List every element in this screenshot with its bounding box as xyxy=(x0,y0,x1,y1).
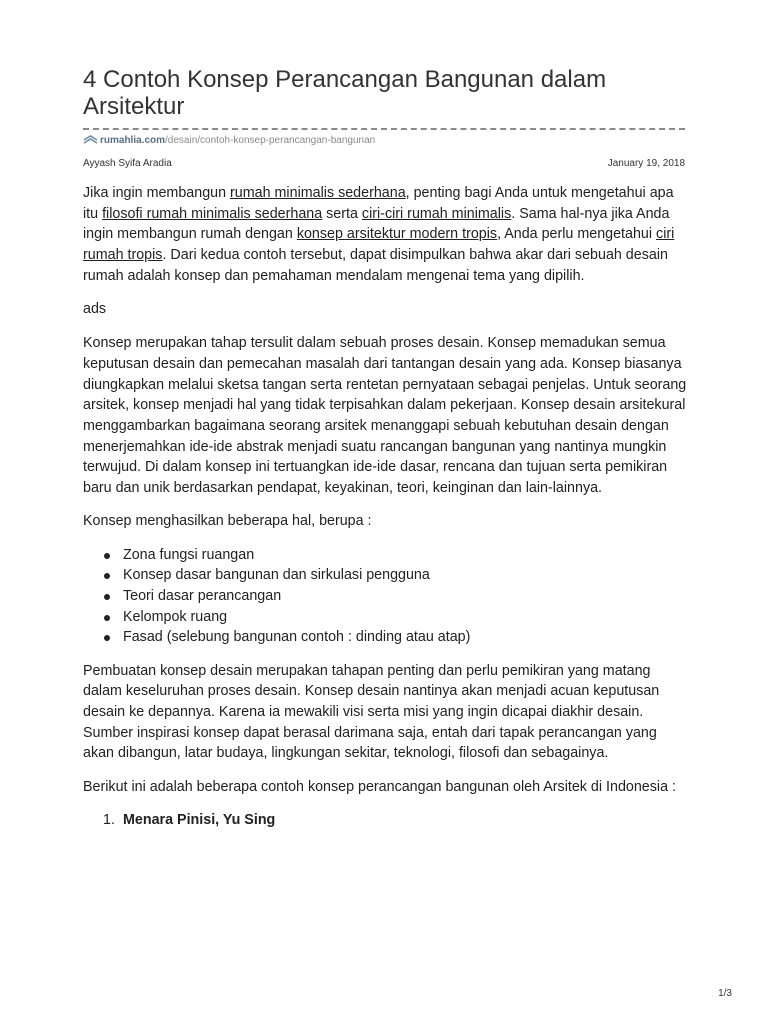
paragraph-intro xyxy=(83,183,689,287)
bullet-icon xyxy=(104,615,110,621)
source-path[interactable]: /desain/contoh-konsep-perancangan-bangunan xyxy=(165,135,376,146)
item-number: 1. xyxy=(103,811,115,828)
article-title: 4 Contoh Konsep Perancangan Bangunan dalam Arsitektur xyxy=(83,66,607,120)
article-body xyxy=(83,183,689,830)
list-item-text: Zona fungsi ruangan xyxy=(123,546,255,563)
page-number: 1/3 xyxy=(718,988,732,999)
bullet-list xyxy=(83,545,689,649)
numbered-item-label: Menara Pinisi, Yu Sing xyxy=(123,811,276,828)
numbered-item xyxy=(83,810,689,831)
title-divider xyxy=(83,128,685,130)
text-span: , Anda perlu mengetahui xyxy=(497,226,657,243)
paragraph-konsep-menghasilkan: Konsep menghasilkan beberapa hal, berupa : xyxy=(83,513,372,530)
numbered-list xyxy=(83,810,689,831)
bullet-icon xyxy=(104,573,110,579)
list-item xyxy=(83,607,689,628)
bullet-icon xyxy=(104,594,110,600)
paragraph-pembuatan-konsep: Pembuatan konsep desain merupakan tahapan penting dan perlu pemikiran yang matang dalam keseluruhan proses desain. Konsep desain nantinya akan menjadi acuan keputusan desain ke depannya. Karena ia mewakili visi serta misi yang ingin dicapai diakhir desain. Sumber inspirasi konsep dapat berasal darimana saja, entah dari tapak perancangan yang akan dibangun, latar budaya, lingkungan sekitar, teknologi, filosofi dan sebagainya. xyxy=(83,662,660,762)
list-item-text: Kelompok ruang xyxy=(123,608,228,625)
publish-date: January 19, 2018 xyxy=(607,158,685,169)
paragraph-konsep: Konsep merupakan tahap tersulit dalam sebuah proses desain. Konsep memadukan semua keputusan desain dan pemecahan masalah dari tantangan desain yang ada. Konsep biasanya diungkapkan melalui sketsa tangan serta rentetan pernyataan sebagai penjelas. Untuk seorang arsitek, konsep menjadi hal yang tidak terpisahkan dalam pekerjaan. Konsep desain arsitekural menggambarkan bagaimana seorang arsitek menanggapi sebuah kebutuhan desain dengan menerjemahkan ide-ide abstrak menjadi suatu rancangan bangunan yang nantinya mungkin terwujud. Di dalam konsep ini tertuangkan ide-ide dasar, rencana dan tujuan serta pemikiran baru dan unik berdasarkan pendapat, keyakinan, teori, keinginan dan lain-lainnya. xyxy=(83,335,687,497)
double-chevron-logo-icon xyxy=(83,134,98,144)
article-meta xyxy=(83,157,685,171)
text-span: , penting bagi Anda untuk mengetahui apa itu xyxy=(83,185,674,222)
bullet-icon xyxy=(104,553,110,559)
text-span: serta xyxy=(322,205,362,222)
link-konsep-arsitektur-modern-tropis[interactable]: konsep arsitektur modern tropis xyxy=(296,226,498,243)
list-item-text: Fasad (selebung bangunan contoh : dinding atau atap) xyxy=(123,629,471,646)
text-span: . Sama hal-nya jika Anda ingin membangun rumah dengan xyxy=(83,205,670,243)
author-name: Ayyash Syifa Aradia xyxy=(83,158,172,169)
bullet-icon xyxy=(104,635,110,641)
link-ciri-ciri-rumah-minimalis[interactable]: ciri-ciri rumah minimalis xyxy=(361,205,512,222)
list-item xyxy=(83,586,689,607)
list-item xyxy=(83,627,689,648)
paragraph-berikut: Berikut ini adalah beberapa contoh konsep perancangan bangunan oleh Arsitek di Indonesia : xyxy=(83,778,676,795)
list-item-text: Teori dasar perancangan xyxy=(123,587,282,604)
text-span: . Dari kedua contoh tersebut, dapat disimpulkan bahwa akar dari sebuah desain rumah adalah konsep dan pemahaman mendalam mengenai tema yang dipilih. xyxy=(83,247,668,284)
list-item xyxy=(83,565,689,586)
link-rumah-minimalis-sederhana[interactable]: rumah minimalis sederhana xyxy=(230,185,406,201)
link-ciri-rumah-tropis[interactable]: ciri rumah tropis xyxy=(83,226,675,264)
link-filosofi-rumah-minimalis[interactable]: filosofi rumah minimalis sederhana xyxy=(102,205,323,222)
source-site[interactable]: rumahlia.com xyxy=(100,135,166,146)
list-item-text: Konsep dasar bangunan dan sirkulasi pengguna xyxy=(123,567,430,584)
text-span: Jika ingin membangun xyxy=(83,185,231,201)
source-url[interactable] xyxy=(83,134,375,148)
ads-label: ads xyxy=(83,301,107,318)
list-item xyxy=(83,545,689,566)
